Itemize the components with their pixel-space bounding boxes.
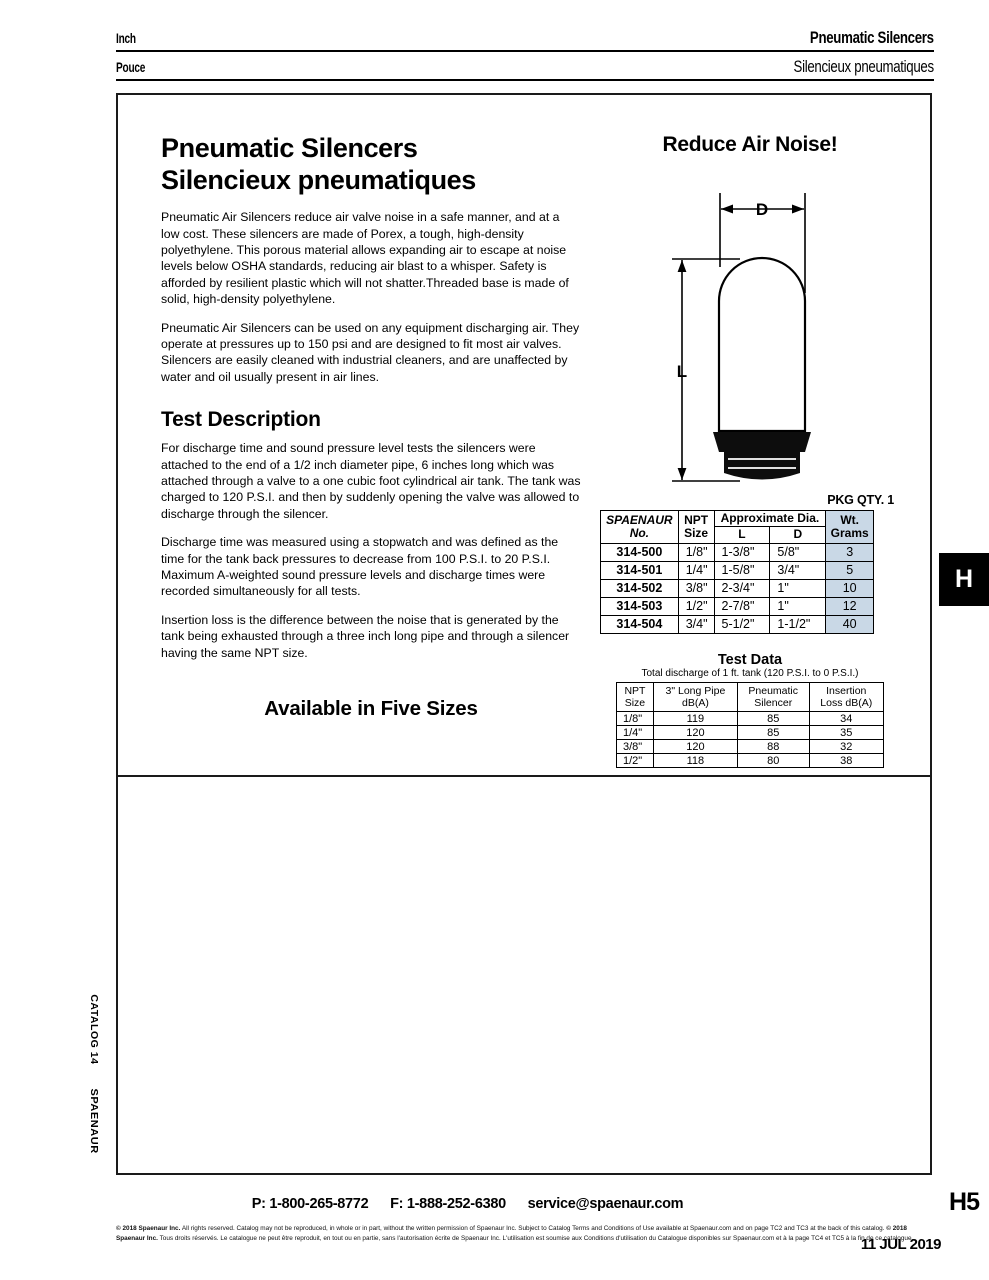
silencer-body	[719, 258, 805, 431]
section-index-tab[interactable]: H	[939, 553, 989, 606]
table-row[interactable]	[601, 597, 874, 615]
legal-text-fr: Tous droits réservés. Le catalogue ne peut être reproduit, en tout ou en partie, sans l'autorisation écrite de Spaenaur Inc. L'utilisation est soumise aux Conditions d'utilisation du Catalogue disponibles sur Spaenaur.com et à la page TC4 et TC5 à la fin de ce catalogue.	[157, 1235, 914, 1243]
cell-silencer-db: 85	[737, 726, 809, 740]
cell-length: 2-7/8"	[714, 597, 770, 615]
footer-contact-bar	[0, 1196, 935, 1212]
cell-test-npt: 1/2"	[617, 754, 654, 768]
cell-test-npt: 3/8"	[617, 740, 654, 754]
header-silencer-line1: Pneumatic	[748, 684, 799, 697]
cell-part-number: 314-501	[601, 561, 679, 579]
header-title-french: Silencieux pneumatiques	[793, 57, 934, 76]
header-unit-french: Pouce	[116, 59, 146, 75]
table-header-row-1	[601, 511, 874, 527]
header-wt-line1: Wt.	[840, 512, 859, 527]
table-row[interactable]	[617, 740, 884, 754]
table-row[interactable]	[601, 579, 874, 597]
table-row[interactable]	[617, 754, 884, 768]
header-col-l: L	[714, 527, 770, 543]
cell-diameter: 3/4"	[770, 561, 826, 579]
footer-email[interactable]: service@spaenaur.com	[527, 1196, 684, 1212]
cell-npt-size: 1/4"	[678, 561, 714, 579]
cell-weight: 10	[826, 579, 874, 597]
header-spaenaur-line1: SPAENAUR	[606, 512, 673, 527]
header-row-english	[116, 28, 934, 52]
header-npt-line1: NPT	[684, 512, 709, 527]
header-pneumatic-silencer	[737, 682, 809, 711]
header-title-english: Pneumatic Silencers	[810, 28, 934, 47]
test-paragraph-2: Discharge time was measured using a stopwatch and was defined as the time for the tank back pressures to decrease from 100 P.S.I. to 20 P.S.I. Maximum A-weighted sound pressure levels and discharge times were recorded simultaneously for all tests.	[161, 535, 559, 599]
test-paragraph-3: Insertion loss is the difference between the noise that is generated by the tank being exhausted through a three inch long pipe and through a silencer having the same NPT size.	[161, 612, 570, 660]
table-row[interactable]	[617, 712, 884, 726]
cell-part-number: 314-502	[601, 579, 679, 597]
intro-paragraph-1: Pneumatic Air Silencers reduce air valve noise in a safe manner, and at a low cost. These silencers are made of Porex, a tough, high-density polyethylene. This porous material allows expanding air to escape at noise levels below OSHA standards, reducing air blast to a whisper. Safety is afforded by resilient plastic which will not shatter.Threaded base is made of solid, high-density polyethylene.	[161, 210, 569, 307]
cell-insertion-loss: 35	[809, 726, 883, 740]
cell-part-number: 314-504	[601, 615, 679, 633]
header-wt-line2: Grams	[830, 525, 869, 540]
header-unit-english: Inch	[116, 30, 136, 46]
catalog-edition-label: CATALOG 14	[88, 994, 99, 1065]
product-table-body	[601, 543, 874, 633]
cell-diameter: 1"	[770, 597, 826, 615]
right-content-column	[600, 133, 900, 768]
test-paragraph-1: For discharge time and sound pressure level tests the silencers were attached to the end of a 1/2 inch diameter pipe, 6 inches long which was attached through a valve to a one cubic foot cylindrical air tank. The tank was charged to 120 P.S.I. and then by suddenly opening the valve was allowed to discharge through the silencer.	[161, 441, 581, 521]
cell-weight: 3	[826, 543, 874, 561]
test-table-header-row	[617, 682, 884, 711]
header-insertion-loss	[809, 682, 883, 711]
cell-silencer-db: 88	[737, 740, 809, 754]
cell-silencer-db: 85	[737, 712, 809, 726]
header-long-pipe	[653, 682, 737, 711]
test-description-heading: Test Description	[161, 408, 321, 432]
table-row[interactable]	[601, 561, 874, 579]
header-loss-line1: Insertion	[826, 684, 867, 697]
page-title-english: Pneumatic Silencers	[161, 133, 418, 163]
header-row-french	[116, 52, 934, 81]
footer-phone[interactable]: P: 1-800-265-8772	[251, 1196, 369, 1212]
header-weight-grams	[826, 511, 874, 544]
cell-length: 1-3/8"	[714, 543, 770, 561]
product-specifications-table	[600, 510, 874, 634]
content-divider	[116, 775, 932, 777]
test-data-table	[616, 682, 884, 768]
cell-pipe-db: 119	[653, 712, 737, 726]
silencer-drawing-svg	[600, 171, 900, 493]
footer-fax[interactable]: F: 1-888-252-6380	[390, 1196, 506, 1212]
intro-paragraph-2: Pneumatic Air Silencers can be used on any equipment discharging air. They operate at pressures up to 150 psi and are designed to fit most air valves. Silencers are easily cleaned with industrial cleaners, and are unaffected by water and oil usually present in air lines.	[161, 320, 580, 384]
header-npt-size	[678, 511, 714, 544]
test-table-body	[617, 712, 884, 768]
date-stamp: 11 JUL 2019	[860, 1236, 941, 1253]
cell-insertion-loss: 32	[809, 740, 883, 754]
header-pipe-line1: 3" Long Pipe	[665, 684, 726, 697]
pkg-qty-label: PKG QTY. 1	[827, 493, 894, 507]
available-sizes-heading: Available in Five Sizes	[264, 697, 478, 721]
table-row[interactable]	[601, 615, 874, 633]
cell-test-npt: 1/8"	[617, 712, 654, 726]
header-pipe-line2: dB(A)	[681, 696, 709, 709]
cell-pipe-db: 120	[653, 726, 737, 740]
cell-pipe-db: 118	[653, 754, 737, 768]
table-row[interactable]	[601, 543, 874, 561]
test-data-title: Test Data	[717, 651, 783, 668]
reduce-air-noise-heading: Reduce Air Noise!	[662, 133, 838, 156]
page-number: H5	[949, 1188, 979, 1216]
cell-weight: 12	[826, 597, 874, 615]
cell-diameter: 5/8"	[770, 543, 826, 561]
header-npt-line2: Size	[684, 525, 709, 540]
cell-length: 1-5/8"	[714, 561, 770, 579]
cell-length: 5-1/2"	[714, 615, 770, 633]
cell-insertion-loss: 38	[809, 754, 883, 768]
header-loss-line2: Loss dB(A)	[820, 696, 873, 709]
silencer-threads	[724, 452, 800, 480]
page-title	[161, 133, 581, 196]
cell-part-number: 314-503	[601, 597, 679, 615]
dimension-label-l: L	[676, 362, 688, 381]
legal-copyright-en: © 2018 Spaenaur Inc.	[116, 1225, 181, 1232]
cell-part-number: 314-500	[601, 543, 679, 561]
cell-npt-size: 1/2"	[678, 597, 714, 615]
header-test-npt-line2: Size	[624, 696, 646, 709]
header-col-d: D	[770, 527, 826, 543]
page-title-french: Silencieux pneumatiques	[161, 164, 476, 195]
cell-npt-size: 3/8"	[678, 579, 714, 597]
header-spaenaur-line2: No.	[629, 525, 650, 540]
cell-diameter: 1-1/2"	[770, 615, 826, 633]
left-content-column	[161, 133, 581, 721]
test-data-subtitle: Total discharge of 1 ft. tank (120 P.S.I. to 0 P.S.I.)	[641, 667, 859, 679]
brand-label: SPAENAUR	[88, 1088, 100, 1154]
silencer-diagram	[600, 171, 900, 493]
header-test-npt-size	[617, 682, 654, 711]
cell-pipe-db: 120	[653, 740, 737, 754]
legal-copyright-fr: © 2018 Spaenaur Inc.	[116, 1225, 907, 1243]
cell-length: 2-3/4"	[714, 579, 770, 597]
header-silencer-line2: Silencer	[754, 696, 793, 709]
dimension-label-d: D	[755, 200, 769, 219]
cell-test-npt: 1/4"	[617, 726, 654, 740]
legal-notice	[116, 1224, 934, 1245]
table-row[interactable]	[617, 726, 884, 740]
header-spaenaur-no	[601, 511, 679, 544]
cell-npt-size: 3/4"	[678, 615, 714, 633]
cell-weight: 40	[826, 615, 874, 633]
header-approximate-dia: Approximate Dia.	[714, 511, 826, 527]
cell-silencer-db: 80	[737, 754, 809, 768]
legal-text-en: All rights reserved. Catalog may not be reproduced, in whole or in part, without the written permission of Spaenaur Inc. Subject to Catalog Terms and Conditions of Use available at Spaenaur.com and on page TC2 and TC3 at the back of this catalog.	[180, 1225, 887, 1232]
cell-insertion-loss: 34	[809, 712, 883, 726]
cell-weight: 5	[826, 561, 874, 579]
header-test-npt-line1: NPT	[624, 684, 646, 697]
cell-npt-size: 1/8"	[678, 543, 714, 561]
silencer-base-collar	[713, 432, 811, 452]
page-header	[116, 28, 934, 81]
cell-diameter: 1"	[770, 579, 826, 597]
